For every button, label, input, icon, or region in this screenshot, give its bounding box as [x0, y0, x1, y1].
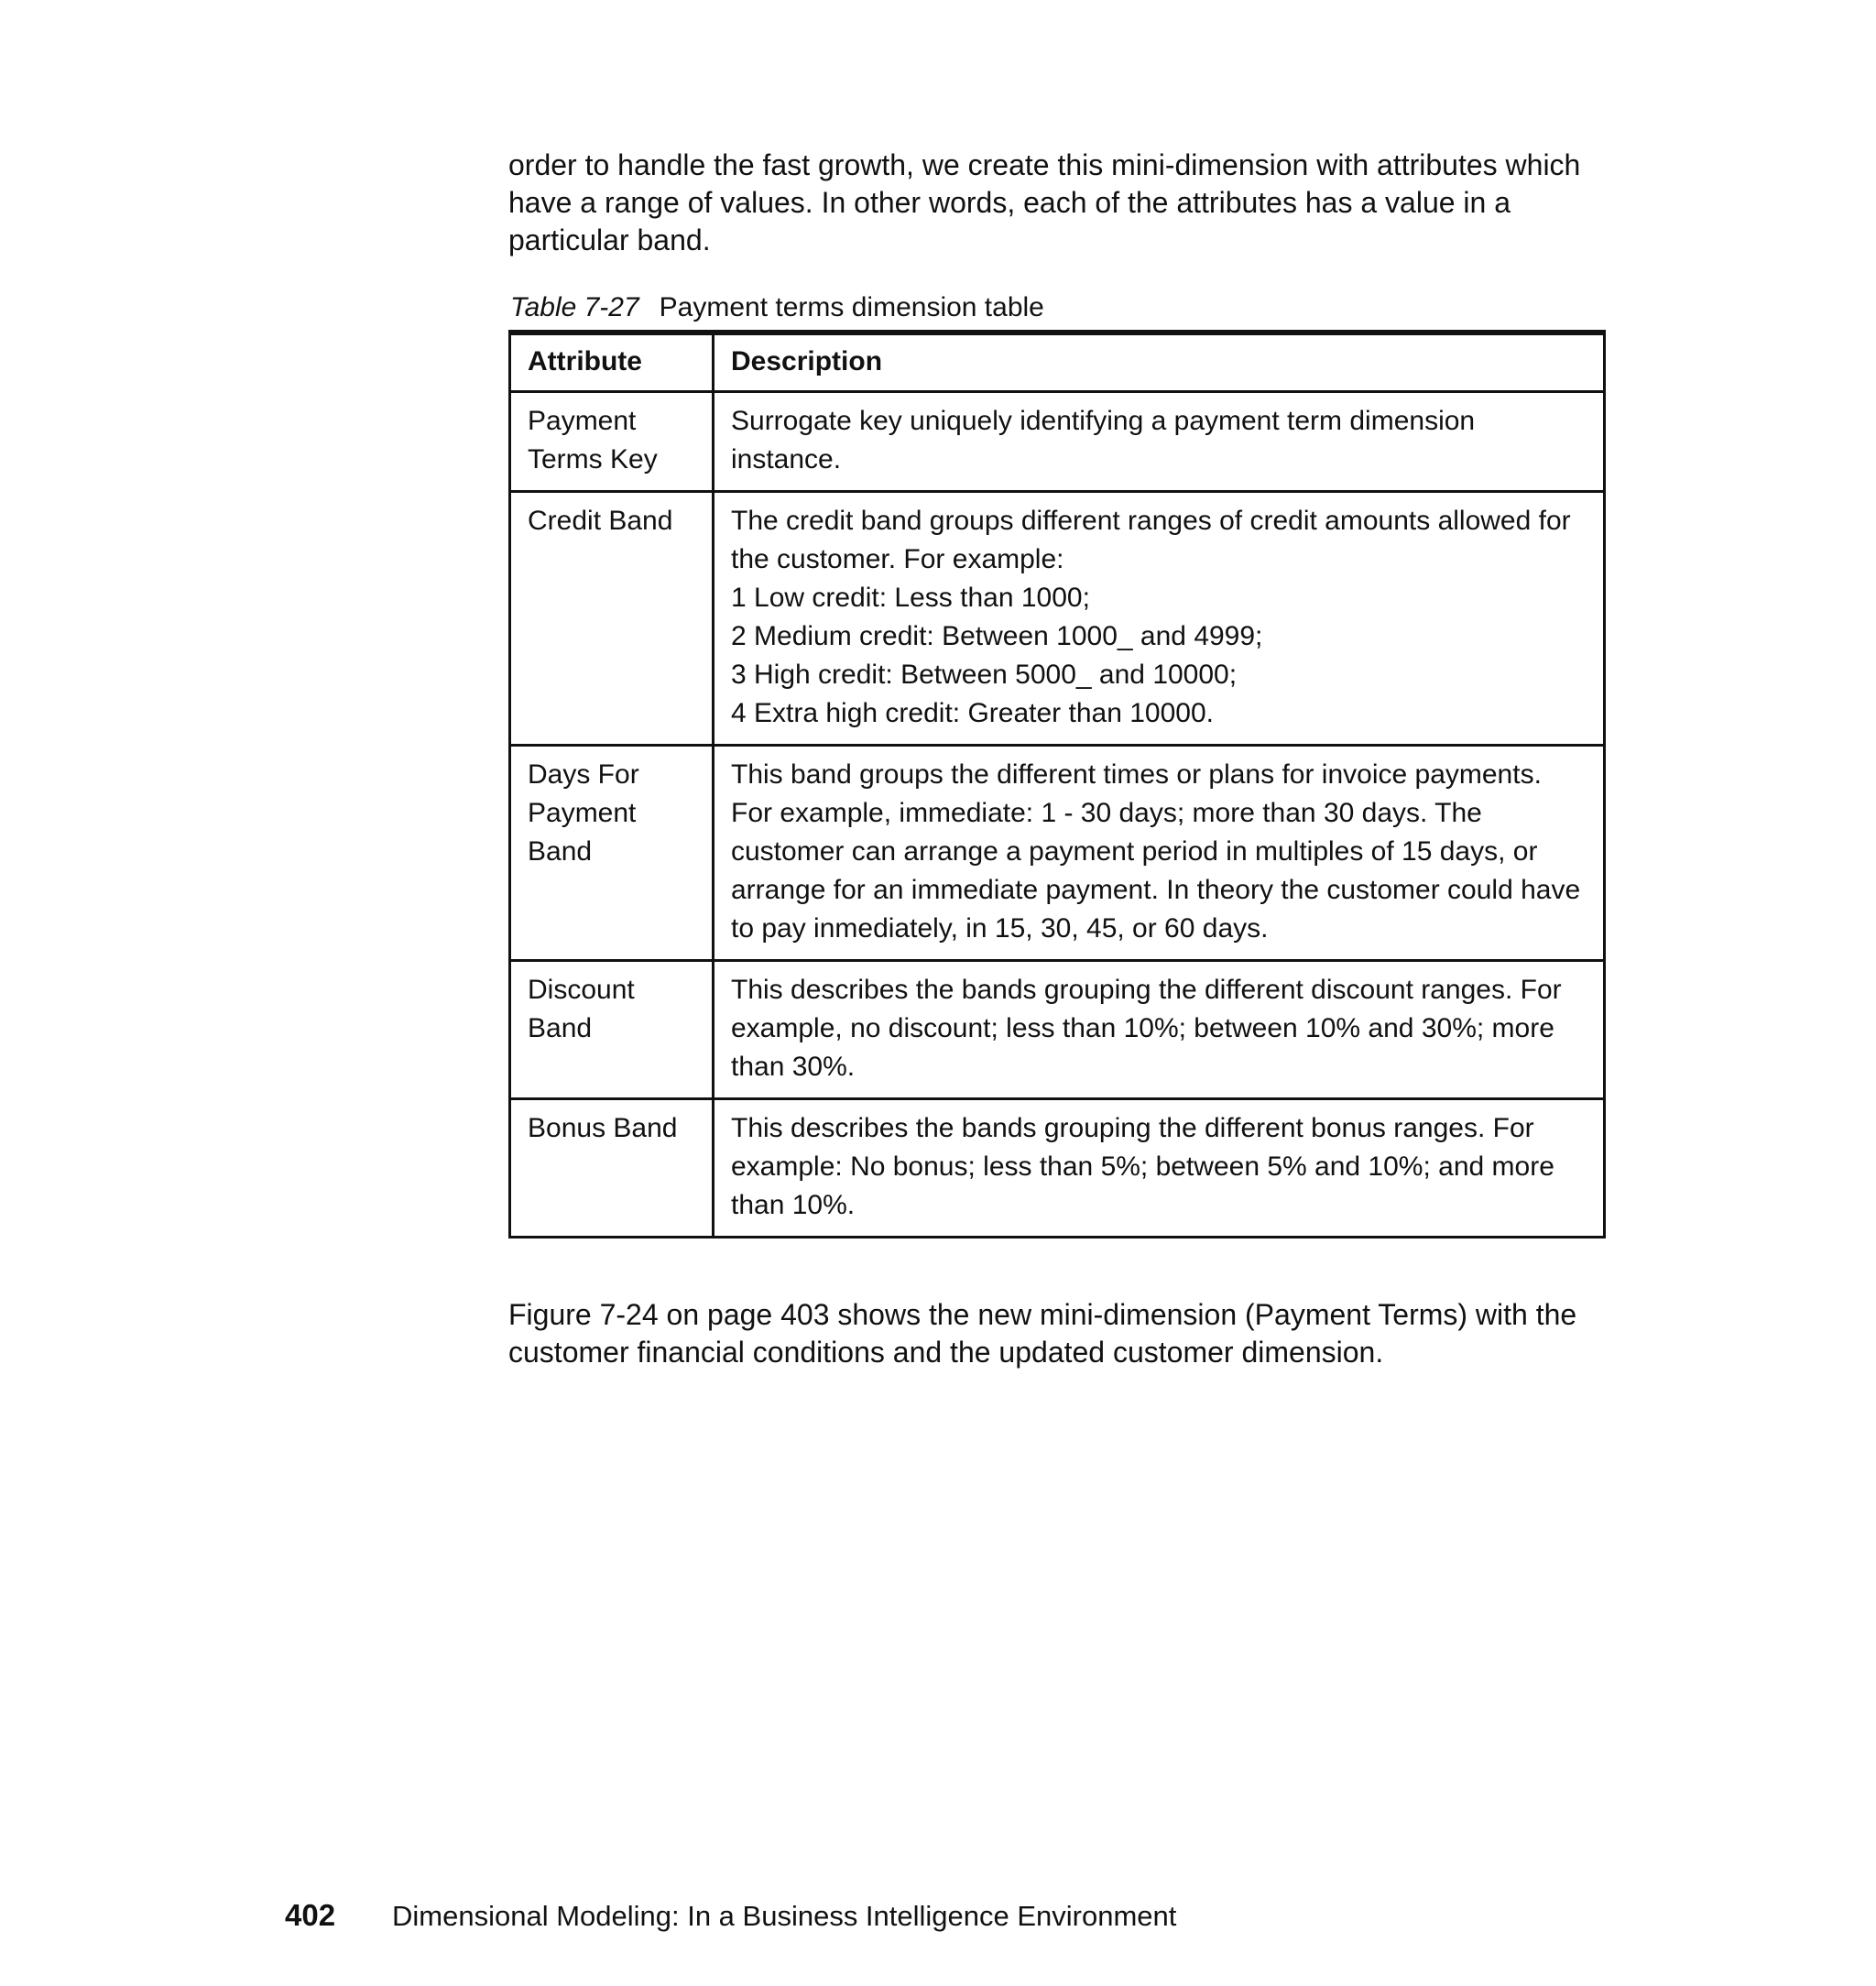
table-row [510, 746, 1605, 961]
description-line: For example, immediate: 1 - 30 days; more than 30 days. The [731, 798, 1482, 828]
attribute-line: Bonus Band [528, 1113, 678, 1143]
attribute-cell [510, 961, 714, 1099]
description-line: 2 Medium credit: Between 1000_ and 4999; [731, 621, 1263, 651]
description-line: to pay inmediately, in 15, 30, 45, or 60 days. [731, 913, 1269, 944]
table-row [510, 492, 1605, 746]
description-line: than 10%. [731, 1190, 856, 1220]
attribute-line: Days For [528, 759, 639, 790]
description-line: 1 Low credit: Less than 1000; [731, 583, 1090, 613]
description-line: arrange for an immediate payment. In theory the customer could have [731, 875, 1581, 905]
description-cell [714, 1099, 1605, 1238]
table-caption-title: Payment terms dimension table [659, 292, 1044, 322]
attribute-line: Discount [528, 975, 635, 1005]
attribute-cell [510, 492, 714, 746]
attribute-line: Credit Band [528, 506, 673, 536]
header-attribute: Attribute [510, 333, 714, 392]
table-row [510, 392, 1605, 492]
table-row [510, 961, 1605, 1099]
description-line: example: No bonus; less than 5%; between 5% and 10%; and more [731, 1151, 1554, 1182]
attribute-line: Band [528, 836, 593, 867]
book-title: Dimensional Modeling: In a Business Intelligence Environment [392, 1900, 1177, 1932]
table-row [510, 1099, 1605, 1238]
description-line: 3 High credit: Between 5000_ and 10000; [731, 660, 1238, 690]
attribute-cell [510, 1099, 714, 1238]
page-number: 402 [285, 1898, 336, 1932]
attribute-line: Terms Key [528, 444, 658, 475]
description-line: This band groups the different times or plans for invoice payments. [731, 759, 1542, 790]
description-line: This describes the bands grouping the different bonus ranges. For [731, 1113, 1534, 1143]
attribute-line: Band [528, 1013, 593, 1043]
description-cell [714, 392, 1605, 492]
description-line: The credit band groups different ranges of credit amounts allowed for [731, 506, 1571, 536]
description-cell [714, 746, 1605, 961]
table-caption-label: Table 7-27 [510, 292, 639, 322]
intro-paragraph: order to handle the fast growth, we create this mini-dimension with attributes which have a range of values. In other words, each of the attributes has a value in a particular band. [508, 148, 1581, 256]
description-line: This describes the bands grouping the different discount ranges. For [731, 975, 1562, 1005]
table-caption [510, 291, 1044, 324]
description-line: Surrogate key uniquely identifying a payment term dimension [731, 406, 1476, 436]
description-cell [714, 961, 1605, 1099]
description-cell [714, 492, 1605, 746]
description-line: the customer. For example: [731, 544, 1064, 574]
table-body [510, 392, 1605, 1238]
table-header-row [510, 333, 1605, 392]
attribute-line: Payment [528, 798, 637, 828]
description-line: 4 Extra high credit: Greater than 10000. [731, 698, 1214, 728]
description-line: instance. [731, 444, 842, 475]
attribute-cell [510, 746, 714, 961]
attribute-cell [510, 392, 714, 492]
description-line: than 30%. [731, 1052, 856, 1082]
attribute-line: Payment [528, 406, 637, 436]
page-footer [285, 1897, 1176, 1935]
payment-terms-table [508, 330, 1606, 1239]
description-line: example, no discount; less than 10%; between 10% and 30%; more [731, 1013, 1554, 1043]
description-line: customer can arrange a payment period in multiples of 15 days, or [731, 836, 1538, 867]
outro-paragraph: Figure 7-24 on page 403 shows the new mini-dimension (Payment Terms) with the customer financial conditions and the updated customer dimension. [508, 1298, 1577, 1369]
header-description: Description [714, 333, 1605, 392]
